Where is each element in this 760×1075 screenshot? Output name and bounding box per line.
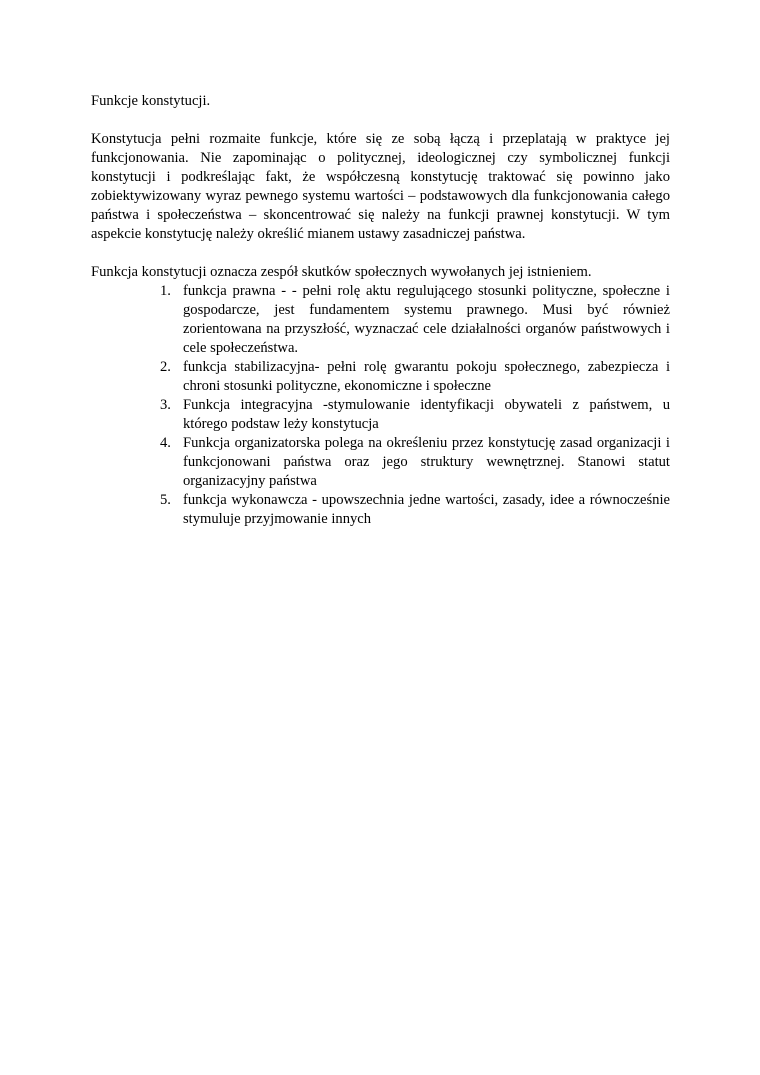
list-item bbox=[160, 434, 670, 491]
list-item-text: Funkcja organizatorska polega na określeniu przez konstytucję zasad organizacji i funkcjonowani państwa oraz jego struktury wewnętrznej. Stanowi statut organizacyjny państwa bbox=[183, 435, 670, 489]
list-item-text: funkcja prawna - - pełni rolę aktu regulującego stosunki polityczne, społeczne i gospodarcze, jest fundamentem systemu prawnego. Musi być również zorientowana na przyszłość, wyznaczać cele działalności organów państwowych i cele społeczeństwa. bbox=[183, 283, 670, 356]
list-item-number: 2. bbox=[160, 359, 171, 375]
list-item-text: funkcja wykonawcza - upowszechnia jedne wartości, zasady, idee a równocześnie stymuluje przyjmowanie innych bbox=[183, 492, 670, 527]
list-item bbox=[160, 282, 670, 358]
document-title: Funkcje konstytucji. bbox=[91, 93, 211, 109]
lead-sentence: Funkcja konstytucji oznacza zespół skutków społecznych wywołanych jej istnieniem. bbox=[91, 264, 592, 280]
list-item-text: funkcja stabilizacyjna- pełni rolę gwarantu pokoju społecznego, zabezpiecza i chroni stosunki polityczne, ekonomiczne i społeczne bbox=[183, 359, 670, 394]
list-item bbox=[160, 358, 670, 396]
list-item bbox=[160, 396, 670, 434]
functions-list bbox=[91, 282, 670, 529]
list-item-number: 4. bbox=[160, 435, 171, 451]
list-item-text: Funkcja integracyjna -stymulowanie identyfikacji obywateli z państwem, u którego podstaw leży konstytucja bbox=[183, 397, 670, 432]
list-item-number: 1. bbox=[160, 283, 171, 299]
list-item-number: 5. bbox=[160, 492, 171, 508]
list-item bbox=[160, 491, 670, 529]
list-item-number: 3. bbox=[160, 397, 171, 413]
intro-paragraph: Konstytucja pełni rozmaite funkcje, które się ze sobą łączą i przeplatają w praktyce jej funkcjonowania. Nie zapominając o politycznej, ideologicznej czy symbolicznej funkcji konstytucji i podkreślając fakt, że współczesną konstytucję traktować się powinno jako zobiektywizowany wyraz pewnego systemu wartości – podstawowych dla funkcjonowania całego państwa i społeczeństwa – skoncentrować się należy na funkcji prawnej konstytucji. W tym aspekcie konstytucję należy określić mianem ustawy zasadniczej państwa. bbox=[91, 131, 670, 242]
document-content bbox=[91, 92, 670, 529]
